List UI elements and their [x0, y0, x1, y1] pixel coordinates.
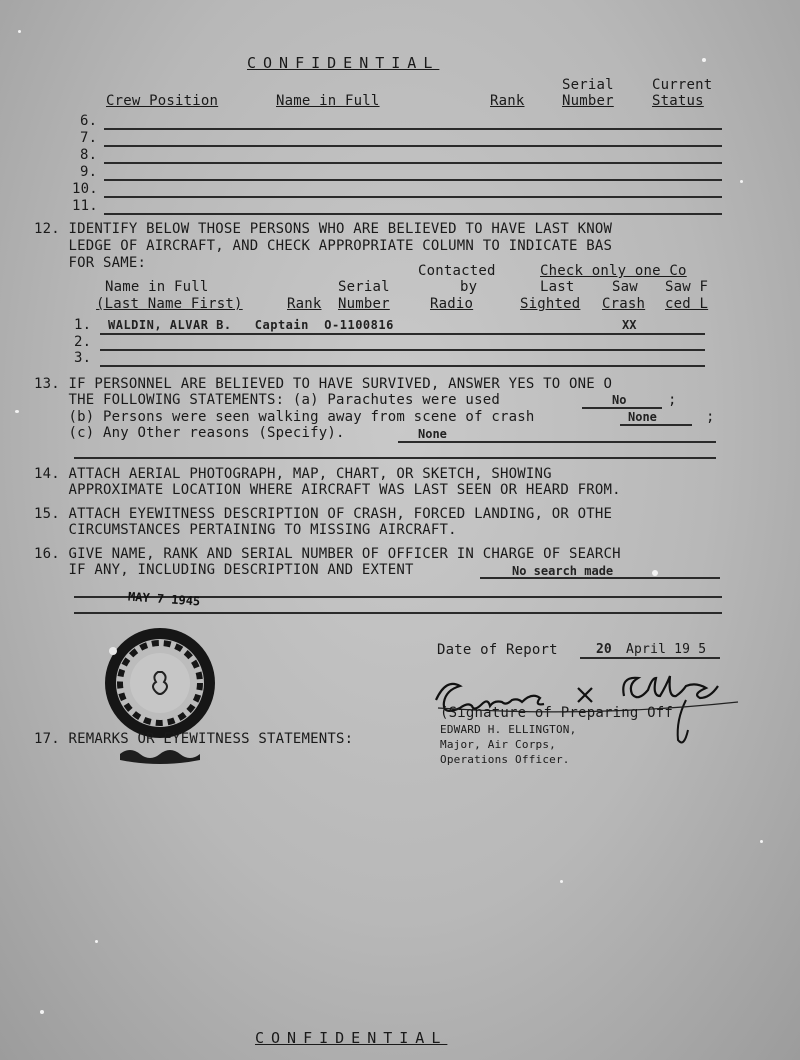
crew-col-rank: Rank	[490, 93, 525, 109]
item12-row-num: 2.	[74, 334, 92, 350]
crew-col-serial-top: Serial	[562, 77, 614, 93]
item12-row-line	[100, 333, 705, 335]
item12-row-line	[100, 349, 705, 351]
item12-col-last-bottom: Sighted	[520, 296, 581, 312]
item16-extra-line	[74, 612, 722, 614]
item13-line3: (b) Persons were seen walking away from scene of crash	[34, 409, 535, 425]
crew-row-label: 6.	[80, 113, 98, 129]
crew-row-line	[104, 179, 722, 181]
paper-speck	[18, 30, 21, 33]
item12-col-name-top: Name in Full	[105, 279, 209, 295]
header-title: CONFIDENTIAL	[247, 54, 440, 72]
item12-col-check-only: Check only one Co	[540, 263, 687, 279]
item14-line1: 14. ATTACH AERIAL PHOTOGRAPH, MAP, CHART, OR SKETCH, SHOWING	[34, 466, 552, 482]
crew-col-name: Name in Full	[276, 93, 380, 109]
item12-col-contacted-3: Radio	[430, 296, 474, 312]
paper-speck	[560, 880, 563, 883]
item12-col-serial-bottom: Number	[338, 296, 390, 312]
report-date-label: Date of Report	[437, 642, 558, 658]
crew-row-label: 11.	[72, 198, 98, 214]
crew-col-status-top: Current	[652, 77, 713, 93]
item13-semicolon: ;	[668, 392, 677, 408]
item16-answer: No search made	[512, 564, 614, 578]
item12-row-line	[100, 365, 705, 367]
item13-semicolon: ;	[706, 409, 715, 425]
paper-speck	[15, 410, 19, 413]
item12-col-saw-bottom: Crash	[602, 296, 646, 312]
paper-speck	[95, 940, 98, 943]
officer-name: EDWARD H. ELLINGTON,	[440, 723, 577, 736]
signature-caption: (Signature of Preparing Off	[440, 705, 673, 721]
item13-answer-b: None	[628, 410, 657, 424]
item12-line3: FOR SAME:	[34, 255, 147, 271]
item12-col-contacted-1: Contacted	[418, 263, 496, 279]
paper-speck	[740, 180, 743, 183]
item13-answer-a: No	[612, 393, 627, 407]
item13-answer-c: None	[418, 427, 447, 441]
item12-col-sawf-top: Saw F	[665, 279, 709, 295]
item12-row-entry: WALDIN, ALVAR B. Captain O-1100816	[108, 318, 394, 332]
seal-smudge	[118, 744, 202, 766]
item12-col-rank: Rank	[287, 296, 322, 312]
crew-col-serial-bottom: Number	[562, 93, 614, 109]
crew-row-label: 8.	[80, 147, 98, 163]
item15-line2: CIRCUMSTANCES PERTAINING TO MISSING AIRCRAFT.	[34, 522, 457, 538]
item12-row-num: 1.	[74, 317, 92, 333]
paper-speck	[40, 1010, 44, 1014]
crew-row-line	[104, 162, 722, 164]
crew-row-label: 9.	[80, 164, 98, 180]
item17-label: 17. REMARKS OR EYEWITNESS STATEMENTS:	[34, 731, 354, 747]
item12-col-name-bottom: (Last Name First)	[96, 296, 243, 312]
item13-line4: (c) Any Other reasons (Specify).	[34, 425, 345, 441]
item13-line2: THE FOLLOWING STATEMENTS: (a) Parachutes were used	[34, 392, 500, 408]
crew-row-line	[104, 213, 722, 215]
paper-speck	[652, 570, 658, 576]
item12-row-num: 3.	[74, 350, 92, 366]
paper-speck	[760, 840, 763, 843]
item13-answer-c-line	[398, 441, 716, 443]
item16-line2: IF ANY, INCLUDING DESCRIPTION AND EXTENT	[34, 562, 414, 578]
officer-rank: Major, Air Corps,	[440, 738, 556, 751]
item12-col-saw-top: Saw	[612, 279, 638, 295]
footer-title: CONFIDENTIAL	[255, 1029, 448, 1047]
crew-row-label: 7.	[80, 130, 98, 146]
item13-answer-a-line	[582, 407, 662, 409]
crew-col-status-bottom: Status	[652, 93, 704, 109]
report-date-rest: April 19 5	[626, 642, 707, 657]
crew-row-line	[104, 145, 722, 147]
item15-line1: 15. ATTACH EYEWITNESS DESCRIPTION OF CRASH, FORCED LANDING, OR OTHE	[34, 506, 613, 522]
item12-col-contacted-2: by	[460, 279, 478, 295]
item13-extra-line	[74, 457, 716, 459]
report-date-day: 20	[596, 642, 612, 657]
crew-row-line	[104, 196, 722, 198]
item12-line1: 12. IDENTIFY BELOW THOSE PERSONS WHO ARE BELIEVED TO HAVE LAST KNOW	[34, 221, 613, 237]
crew-row-label: 10.	[72, 181, 98, 197]
item13-answer-b-line	[620, 424, 692, 426]
item13-line1: 13. IF PERSONNEL ARE BELIEVED TO HAVE SURVIVED, ANSWER YES TO ONE O	[34, 376, 613, 392]
item12-col-last-top: Last	[540, 279, 575, 295]
officer-title: Operations Officer.	[440, 753, 570, 766]
received-date-stamp: MAY 7 1945	[127, 589, 201, 609]
crew-col-position: Crew Position	[106, 93, 219, 109]
seal-stamp	[100, 626, 222, 742]
crew-row-line	[104, 128, 722, 130]
item14-line2: APPROXIMATE LOCATION WHERE AIRCRAFT WAS LAST SEEN OR HEARD FROM.	[34, 482, 621, 498]
item12-line2: LEDGE OF AIRCRAFT, AND CHECK APPROPRIATE COLUMN TO INDICATE BAS	[34, 238, 613, 254]
item12-col-serial-top: Serial	[338, 279, 390, 295]
paper-speck	[702, 58, 706, 62]
item16-line1: 16. GIVE NAME, RANK AND SERIAL NUMBER OF OFFICER IN CHARGE OF SEARCH	[34, 546, 621, 562]
item12-row-mark: XX	[622, 318, 637, 332]
item12-col-sawf-bottom: ced L	[665, 296, 709, 312]
